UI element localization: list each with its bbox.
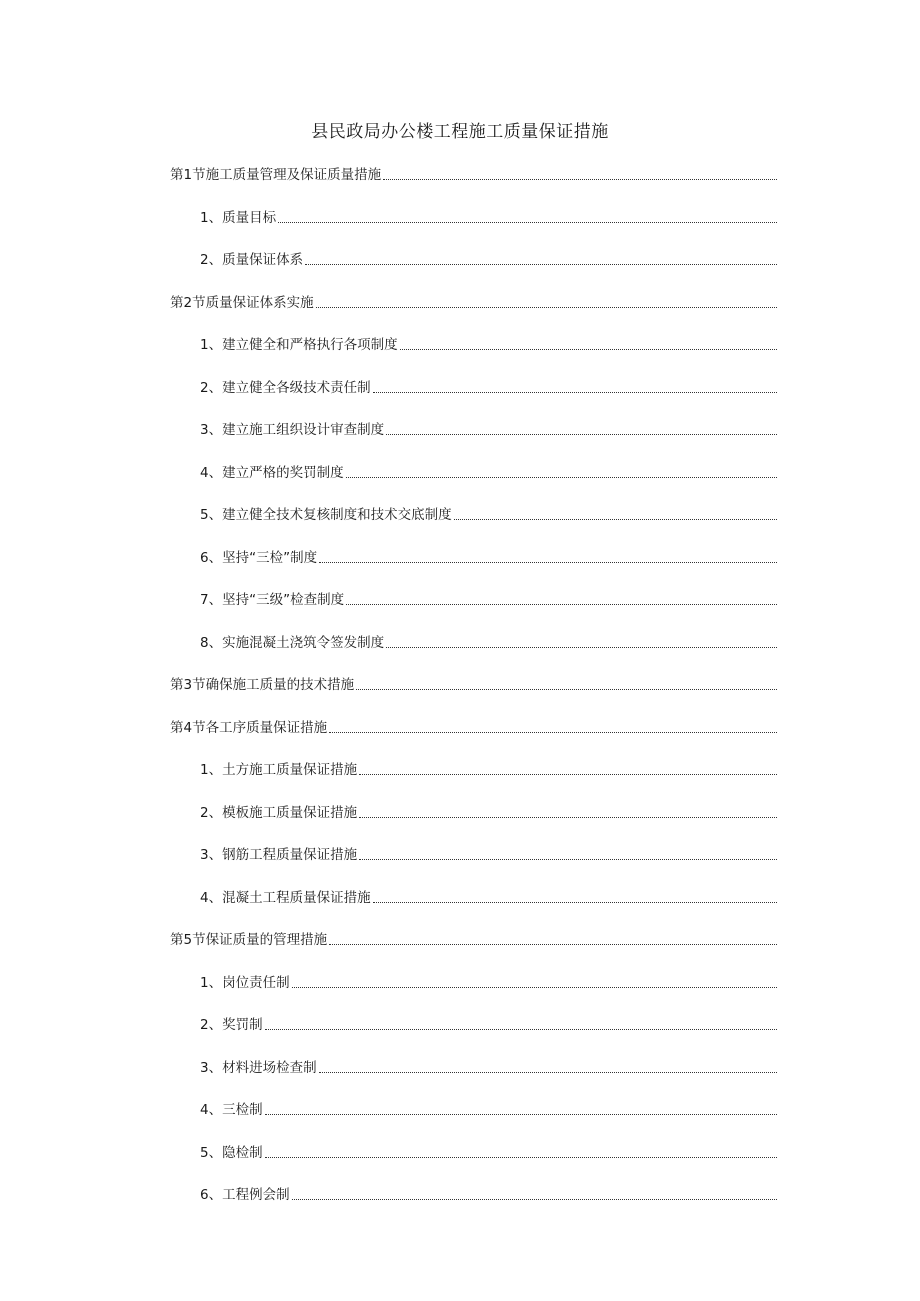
toc-entry-text: 2、质量保证体系 [200,252,304,268]
toc-entry[interactable] [0,1142,920,1185]
toc-dot-leader [373,887,777,909]
toc-dot-leader [305,249,777,271]
toc-entry-text: 3、钢筋工程质量保证措施 [200,847,358,863]
toc-entry-text: 4、混凝土工程质量保证措施 [200,889,371,906]
toc-entry-text: 1、土方施工质量保证措施 [200,762,358,778]
toc-dot-leader [386,419,777,441]
toc-entry[interactable] [0,547,920,590]
toc-entry-text: 4、三检制 [200,1102,263,1118]
toc-entry[interactable] [0,1014,920,1057]
toc-entry[interactable] [0,164,920,207]
toc-dot-leader [329,717,777,739]
toc-entry-text: 1、建立健全和严格执行各项制度 [200,337,398,353]
toc-entry[interactable] [0,929,920,972]
toc-dot-leader [278,207,777,229]
toc-dot-leader [292,972,777,994]
toc-dot-leader [346,589,777,611]
toc-entry-text: 第3节确保施工质量的技术措施 [170,677,355,693]
toc-entry[interactable] [0,972,920,1015]
toc-entry-text: 8、实施混凝土浇筑令签发制度 [200,634,385,651]
toc-dot-leader [400,334,777,356]
toc-entry[interactable] [0,589,920,632]
toc-entry-text: 6、坚持“三检”制度 [200,549,318,566]
toc-entry[interactable] [0,759,920,802]
toc-dot-leader [319,547,777,569]
toc-entry[interactable] [0,1099,920,1142]
toc-entry[interactable] [0,717,920,760]
toc-entry-text: 4、建立严格的奖罚制度 [200,464,344,481]
document-title: 县民政局办公楼工程施工质量保证措施 [311,122,609,142]
toc-dot-leader [373,377,777,399]
toc-entry-text: 第4节各工序质量保证措施 [170,719,328,736]
toc-entry[interactable] [0,1057,920,1100]
toc-entry[interactable] [0,377,920,420]
toc-entry[interactable] [0,632,920,675]
toc-dot-leader [356,674,777,696]
toc-dot-leader [316,292,777,314]
toc-entry-text: 1、质量目标 [200,209,277,226]
toc-dot-leader [383,164,777,186]
toc-entry-text: 第1节施工质量管理及保证质量措施 [170,167,382,183]
toc-dot-leader [319,1057,777,1079]
toc-dot-leader [265,1142,777,1164]
toc-entry-text: 2、奖罚制 [200,1017,263,1033]
toc-entry-text: 7、坚持“三级”检查制度 [200,592,345,608]
toc-entry-text: 2、模板施工质量保证措施 [200,804,358,821]
toc-dot-leader [386,632,777,654]
toc-entry-text: 3、材料进场检查制 [200,1059,317,1076]
toc-dot-leader [359,844,777,866]
toc-entry[interactable] [0,1184,920,1227]
toc-entry[interactable] [0,844,920,887]
toc-entry-text: 第2节质量保证体系实施 [170,294,314,311]
toc-entry[interactable] [0,249,920,292]
toc-entry-text: 2、建立健全各级技术责任制 [200,379,371,396]
toc-entry-text: 1、岗位责任制 [200,974,290,991]
toc-entry-text: 3、建立施工组织设计审查制度 [200,422,385,438]
toc-dot-leader [359,759,777,781]
toc-entry[interactable] [0,207,920,250]
toc-dot-leader [454,504,777,526]
toc-entry-text: 5、建立健全技术复核制度和技术交底制度 [200,507,452,523]
toc-entry[interactable] [0,292,920,335]
toc-entry-text: 5、隐检制 [200,1144,263,1161]
toc-entry[interactable] [0,334,920,377]
toc-entry-text: 6、工程例会制 [200,1187,290,1203]
toc-entry[interactable] [0,462,920,505]
toc-entry[interactable] [0,504,920,547]
toc-entry[interactable] [0,802,920,845]
toc-dot-leader [292,1184,777,1206]
toc-entry-text: 第5节保证质量的管理措施 [170,932,328,948]
toc-entry[interactable] [0,419,920,462]
toc-dot-leader [329,929,777,951]
toc-dot-leader [346,462,777,484]
toc-dot-leader [359,802,777,824]
toc-dot-leader [265,1014,777,1036]
toc-dot-leader [265,1099,777,1121]
table-of-contents [0,164,920,1227]
toc-entry[interactable] [0,887,920,930]
toc-entry[interactable] [0,674,920,717]
